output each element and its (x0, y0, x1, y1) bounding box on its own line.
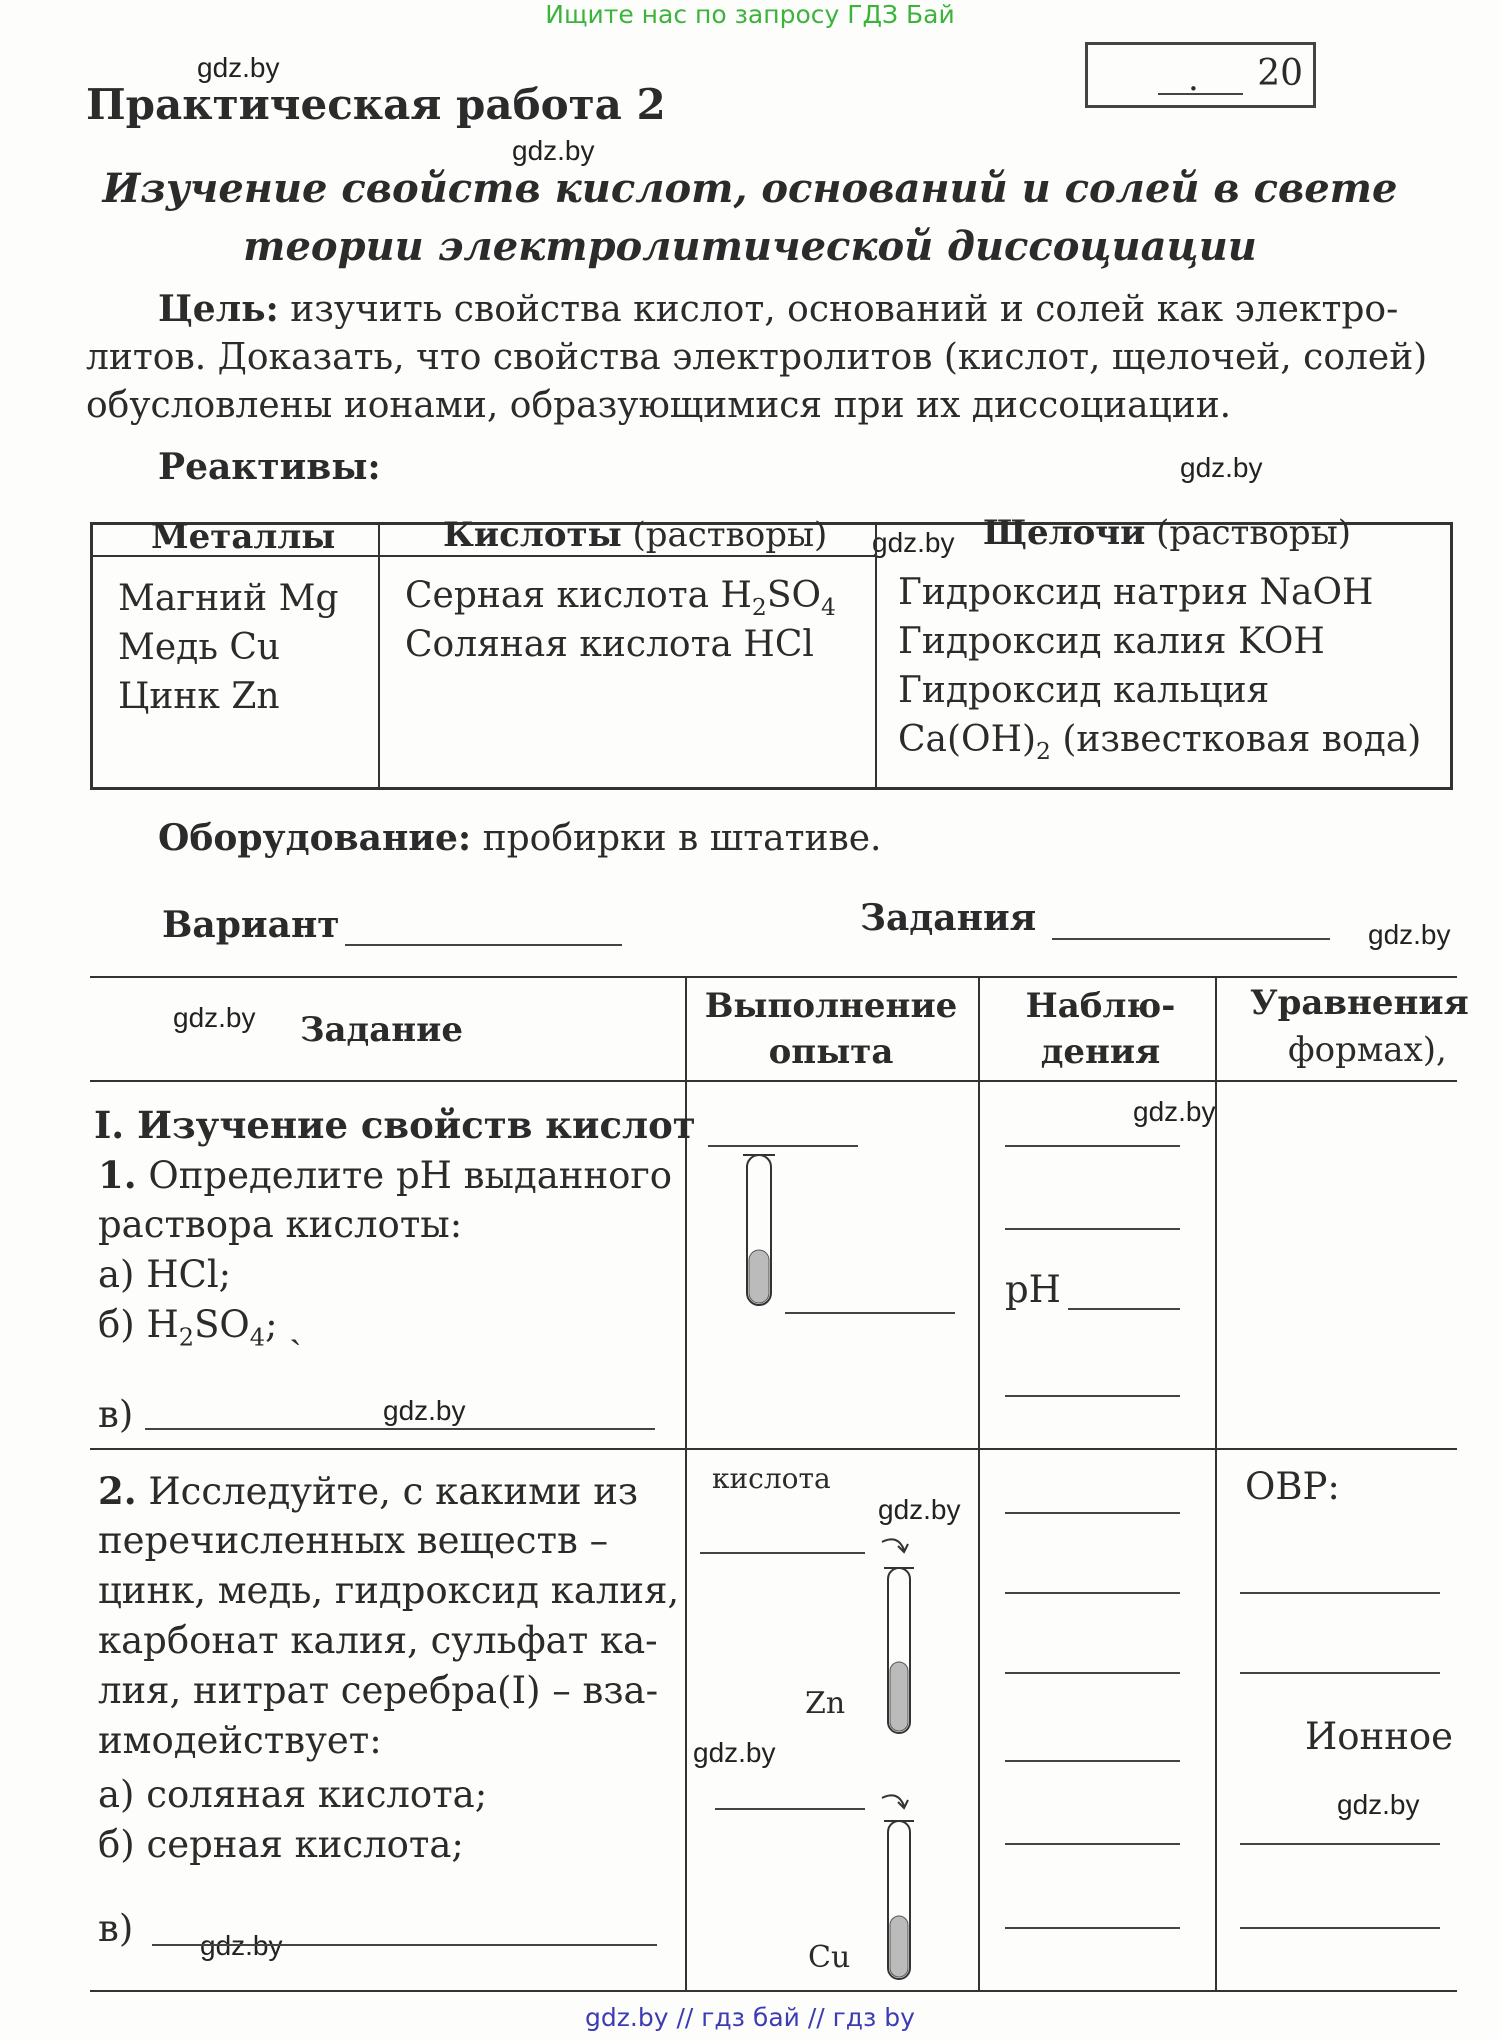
grid-line (90, 976, 1457, 978)
column-header-task: Задание (300, 1010, 463, 1050)
answer-blank[interactable] (1005, 1927, 1180, 1929)
cu-label: Cu (808, 1940, 851, 1975)
ionic-label: Ионное (1305, 1715, 1454, 1758)
goal-line-3: обусловлены ионами, образующимися при их диссоциации. (86, 385, 1232, 426)
task1-item-a: а) HCl; (98, 1253, 232, 1296)
task1-item-c: в) (98, 1393, 134, 1436)
formula-end: ; ˎ (265, 1303, 302, 1346)
date-line (1158, 93, 1243, 95)
acids-header-bold: Кислоты (443, 515, 622, 555)
watermark: gdz.by (872, 527, 955, 558)
formula-part: б) H (98, 1303, 179, 1346)
alkali-item: Гидроксид натрия NaOH (898, 572, 1374, 613)
answer-blank[interactable] (1240, 1843, 1440, 1845)
equipment-line (158, 815, 882, 862)
tasks-blank[interactable] (1052, 938, 1330, 940)
task1-item-b (98, 1300, 302, 1362)
watermark: gdz.by (200, 1930, 283, 1961)
metals-header: Металлы (151, 517, 336, 557)
test-tube-icon (735, 1150, 785, 1315)
acid-name: Серная кислота H (405, 575, 752, 616)
watermark: gdz.by (1368, 919, 1451, 950)
column-header-equations: Уравнения (1250, 983, 1469, 1023)
task2-line-6: имодействует: (98, 1719, 382, 1762)
alkali-item: Гидроксид кальция (898, 670, 1270, 711)
alkali-note: (известковая вода) (1050, 719, 1422, 760)
grid-line (90, 1990, 1457, 1992)
answer-blank[interactable] (1005, 1672, 1180, 1674)
answer-blank[interactable] (1005, 1512, 1180, 1514)
answer-blank[interactable] (145, 1428, 655, 1430)
watermark: gdz.by (197, 52, 280, 83)
answer-blank[interactable] (700, 1552, 865, 1554)
subscript: 2 (751, 593, 767, 622)
acid-item-hydrochloric: Соляная кислота HCl (405, 624, 814, 665)
acid-label: кислота (712, 1462, 831, 1495)
page-title: Практическая работа 2 (86, 80, 666, 129)
task2-line-4: карбонат калия, сульфат ка- (98, 1619, 658, 1662)
alkali-item: Гидроксид калия KOH (898, 621, 1325, 662)
section-heading: I. Изучение свойств кислот (94, 1103, 696, 1147)
column-header-execution: Выполнение опыта (704, 986, 958, 1072)
alkalis-header-rest: (растворы) (1145, 513, 1352, 553)
date-page-box (1085, 42, 1316, 108)
watermark: gdz.by (1133, 1096, 1216, 1127)
goal-text-1: изучить свойства кислот, оснований и солей как электро- (278, 289, 1399, 330)
reagents-table (90, 513, 1453, 790)
column-header-observations: Наблю-дения (1025, 986, 1176, 1072)
metal-item: Магний Mg (118, 578, 339, 619)
test-tube-copper-icon (860, 1786, 930, 1986)
answer-blank[interactable] (1068, 1308, 1180, 1310)
bottom-footer: gdz.by // гдз бай // гдз by (585, 2003, 915, 2032)
answer-blank[interactable] (1005, 1843, 1180, 1845)
task2-item-a: а) соляная кислота; (98, 1773, 488, 1816)
answer-blank[interactable] (1005, 1228, 1180, 1230)
alkali-formula: Ca(OH) (898, 719, 1037, 760)
subtitle-line-2: теории электролитической диссоциации (243, 223, 1257, 270)
reagents-label: Реактивы: (158, 446, 381, 488)
task2-item-b: б) серная кислота; (98, 1823, 464, 1866)
watermark: gdz.by (512, 135, 595, 166)
watermark: gdz.by (1180, 452, 1263, 483)
goal-line-2: литов. Доказать, что свойства электролитов (кислот, щелочей, солей) (86, 337, 1428, 378)
subscript: 4 (249, 1323, 266, 1352)
task1-number: 1. (98, 1153, 137, 1197)
answer-blank[interactable] (1005, 1760, 1180, 1762)
task1-line-2: раствора кислоты: (98, 1203, 463, 1246)
answer-blank[interactable] (1005, 1592, 1180, 1594)
answer-blank[interactable] (1240, 1927, 1440, 1929)
goal-label: Цель: (158, 288, 279, 330)
equipment-text: пробирки в штативе. (471, 818, 882, 859)
subscript: 4 (821, 593, 836, 622)
metal-item: Цинк Zn (118, 676, 280, 717)
zn-label: Zn (805, 1686, 846, 1721)
answer-blank[interactable] (1240, 1592, 1440, 1594)
answer-blank[interactable] (1005, 1395, 1180, 1397)
column-header-hint: формах), (1288, 1030, 1447, 1070)
grid-column (978, 976, 980, 1990)
watermark: gdz.by (1337, 1789, 1420, 1820)
page-number: 20 (1257, 53, 1303, 94)
task2-item-c: в) (98, 1907, 134, 1950)
metal-item: Медь Cu (118, 627, 281, 668)
test-tube-zinc-icon (860, 1530, 930, 1740)
date-dot: . (1188, 59, 1199, 99)
acids-header (443, 511, 827, 559)
grid-line (90, 1080, 1457, 1082)
watermark: gdz.by (878, 1494, 961, 1525)
subtitle-line-1: Изучение свойств кислот, оснований и солей в свете (102, 165, 1398, 212)
answer-blank[interactable] (708, 1145, 858, 1147)
task1-text: Определите pH выданного (136, 1154, 673, 1197)
ovr-label: ОВР: (1245, 1465, 1340, 1508)
top-banner: Ищите нас по запросу ГДЗ Бай (545, 0, 955, 29)
watermark: gdz.by (173, 1002, 256, 1033)
tasks-label: Задания (860, 897, 1037, 939)
alkali-item-calcium (898, 716, 1421, 775)
answer-blank[interactable] (1240, 1672, 1440, 1674)
alkalis-header-bold: Щелочи (983, 513, 1146, 553)
task2-line-1 (98, 1466, 638, 1517)
answer-blank[interactable] (152, 1944, 657, 1946)
ph-label: pH (1005, 1268, 1061, 1311)
watermark: gdz.by (693, 1737, 776, 1768)
subscript: 2 (178, 1323, 195, 1352)
answer-blank[interactable] (715, 1808, 865, 1810)
subscript: 2 (1036, 737, 1051, 766)
answer-blank[interactable] (1005, 1145, 1180, 1147)
answer-blank[interactable] (785, 1312, 955, 1314)
goal-line-1 (158, 286, 1398, 333)
task2-line-2: перечисленных веществ – (98, 1519, 609, 1562)
formula-part: SO (194, 1303, 250, 1346)
task1-line-1 (98, 1150, 672, 1201)
grid-line (90, 1448, 1457, 1450)
table-divider (378, 525, 380, 787)
equipment-label: Оборудование: (158, 817, 472, 859)
acids-header-rest: (растворы) (621, 515, 828, 555)
task2-number: 2. (98, 1469, 137, 1513)
acid-formula: SO (766, 575, 821, 616)
variant-blank[interactable] (345, 944, 622, 946)
task2-text: Исследуйте, с какими из (136, 1470, 639, 1513)
table-divider (875, 525, 877, 787)
task2-line-3: цинк, медь, гидроксид калия, (98, 1569, 680, 1612)
variant-label: Вариант (162, 904, 340, 946)
grid-column (1215, 976, 1217, 1990)
watermark: gdz.by (383, 1395, 466, 1426)
alkalis-header (983, 509, 1351, 557)
task2-line-5: лия, нитрат серебра(I) – вза- (98, 1669, 659, 1712)
